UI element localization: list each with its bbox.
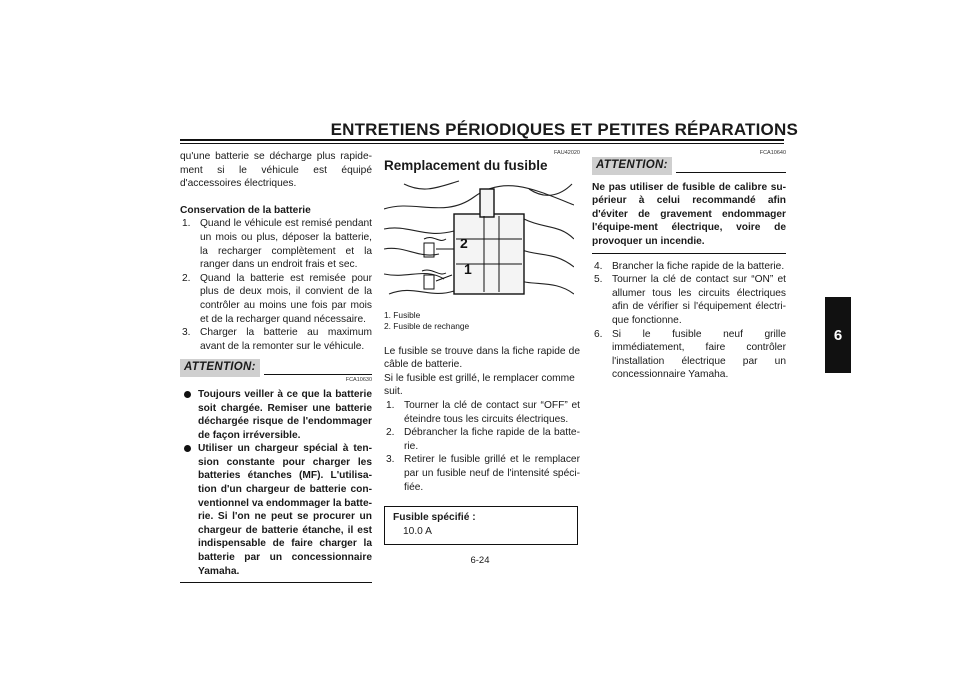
caption-fuse: 1. Fusible [384,309,421,320]
list-item [592,273,786,327]
column-middle [384,150,580,545]
column-left [180,150,372,583]
reference-code: FCA10640 [759,150,786,156]
step-text: Brancher la fiche rapide de la batterie. [612,260,785,272]
list-item [180,272,372,326]
callout-1: 1 [464,260,472,277]
fuse-replace-intro: Si le fusible est grillé, le remplacer comme suit. [384,372,575,398]
reference-code: FAU42020 [554,150,580,156]
title-rule [180,139,784,141]
fuse-steps-continued [592,260,786,382]
bullet-icon [184,391,191,398]
callout-2: 2 [460,234,468,251]
title-rule-thin [180,143,784,144]
fuse-location-paragraph: Le fusible se trouve dans la fiche rapide de câble de batterie. [384,345,580,371]
step-text: Débrancher la fiche rapide de la batte-rie. [404,427,580,452]
step-number: 4. [594,260,603,272]
attention-rule [264,374,372,375]
fuse-steps [384,399,580,494]
attention-bullets [180,388,372,578]
list-item [180,326,372,353]
attention-header [180,359,372,377]
page-title: ENTRETIENS PÉRIODIQUES ET PETITES RÉPARATIONS [330,120,798,139]
step-text: Quand le véhicule est remisé pendant un mois ou plus, déposer la batterie, la recharger complètement et la ranger dans un endroit frais et sec. [200,218,372,271]
list-item [180,217,372,271]
bullet-text: Toujours veiller à ce que la batterie soit chargée. Remiser une batterie déchargée risque de l'endommager de façon irréversible. [198,388,372,441]
step-number: 6. [594,328,603,340]
step-number: 5. [594,274,603,286]
step-number: 2. [182,272,191,284]
step-text: Tourner la clé de contact sur “OFF” et éteindre tous les circuits électriques. [404,399,580,425]
section-title: Remplacement du fusible [384,158,548,173]
list-item [384,399,580,426]
step-text: Si le fusible neuf grille immédiatement, faire contrôler l'installation électrique par un concessionnaire Yamaha. [612,328,786,381]
step-text: Retirer le fusible grillé et le remplacer par un fusible neuf de l'intensité spéci-fiée. [404,454,580,493]
step-number: 1. [182,218,191,230]
step-number: 1. [386,399,395,411]
step-text: Tourner la clé de contact sur “ON” et allumer tous les circuits électriques afin de vérifier si l'équipement électri-que fonctionne. [612,274,786,326]
bullet-text: Utiliser un chargeur spécial à ten-sion constante pour charger les batteries étanches (MF). L'utilisa-tion d'un chargeur de batterie con-ventionnel va endommager la batte-rie. Si l'on ne peut se procurer un chargeur de batterie étanche, il est indispensable de faire charger la batterie par un concessionnaire Yamaha. [198,443,372,577]
list-item [384,453,580,494]
intro-paragraph: qu'une batterie se décharge plus rapide-ment si le véhicule est équipé d'accessoires électriques. [180,151,372,190]
list-item [384,426,580,453]
reference-code: FCA10630 [345,376,372,383]
spec-value: 10.0 A [403,525,432,537]
attention-text: Ne pas utiliser de fusible de calibre su-périeur à celui recommandé afin d'éviter de gravement endommager l'équipe-ment électrique, voire de provoquer un incendie. [592,181,786,247]
bullet-icon [184,445,191,452]
battery-storage-heading: Conservation de la batterie [180,204,311,216]
attention-end-rule [180,582,372,583]
page-number: 6-24 [470,555,490,566]
list-item [180,442,372,578]
fuse-photo [384,179,574,307]
attention-block-battery [180,359,372,583]
storage-steps [180,217,372,353]
attention-rule [676,172,786,173]
step-number: 3. [182,327,191,339]
list-item [592,260,786,274]
attention-badge: ATTENTION: [592,157,672,175]
fuse-illustration [384,179,574,307]
chapter-tab: 6 [825,297,851,373]
list-item [180,388,372,442]
column-right [592,150,786,382]
attention-end-rule [592,253,786,254]
attention-header [592,157,786,175]
spec-label: Fusible spécifié : [393,512,476,524]
fuse-spec-box [384,506,578,545]
step-text: Quand la batterie est remisée pour plus de deux mois, il convient de la contrôler au moins une fois par mois et de la recharger quand nécessaire. [200,272,372,325]
attention-badge: ATTENTION: [180,359,260,377]
step-number: 2. [386,427,395,439]
caption-spare-fuse: 2. Fusible de rechange [384,321,470,332]
step-number: 3. [386,454,395,466]
photo-caption [384,310,580,333]
list-item [592,328,786,382]
step-text: Charger la batterie au maximum avant de la remonter sur le véhicule. [200,327,372,352]
attention-block-fuse [592,150,786,254]
